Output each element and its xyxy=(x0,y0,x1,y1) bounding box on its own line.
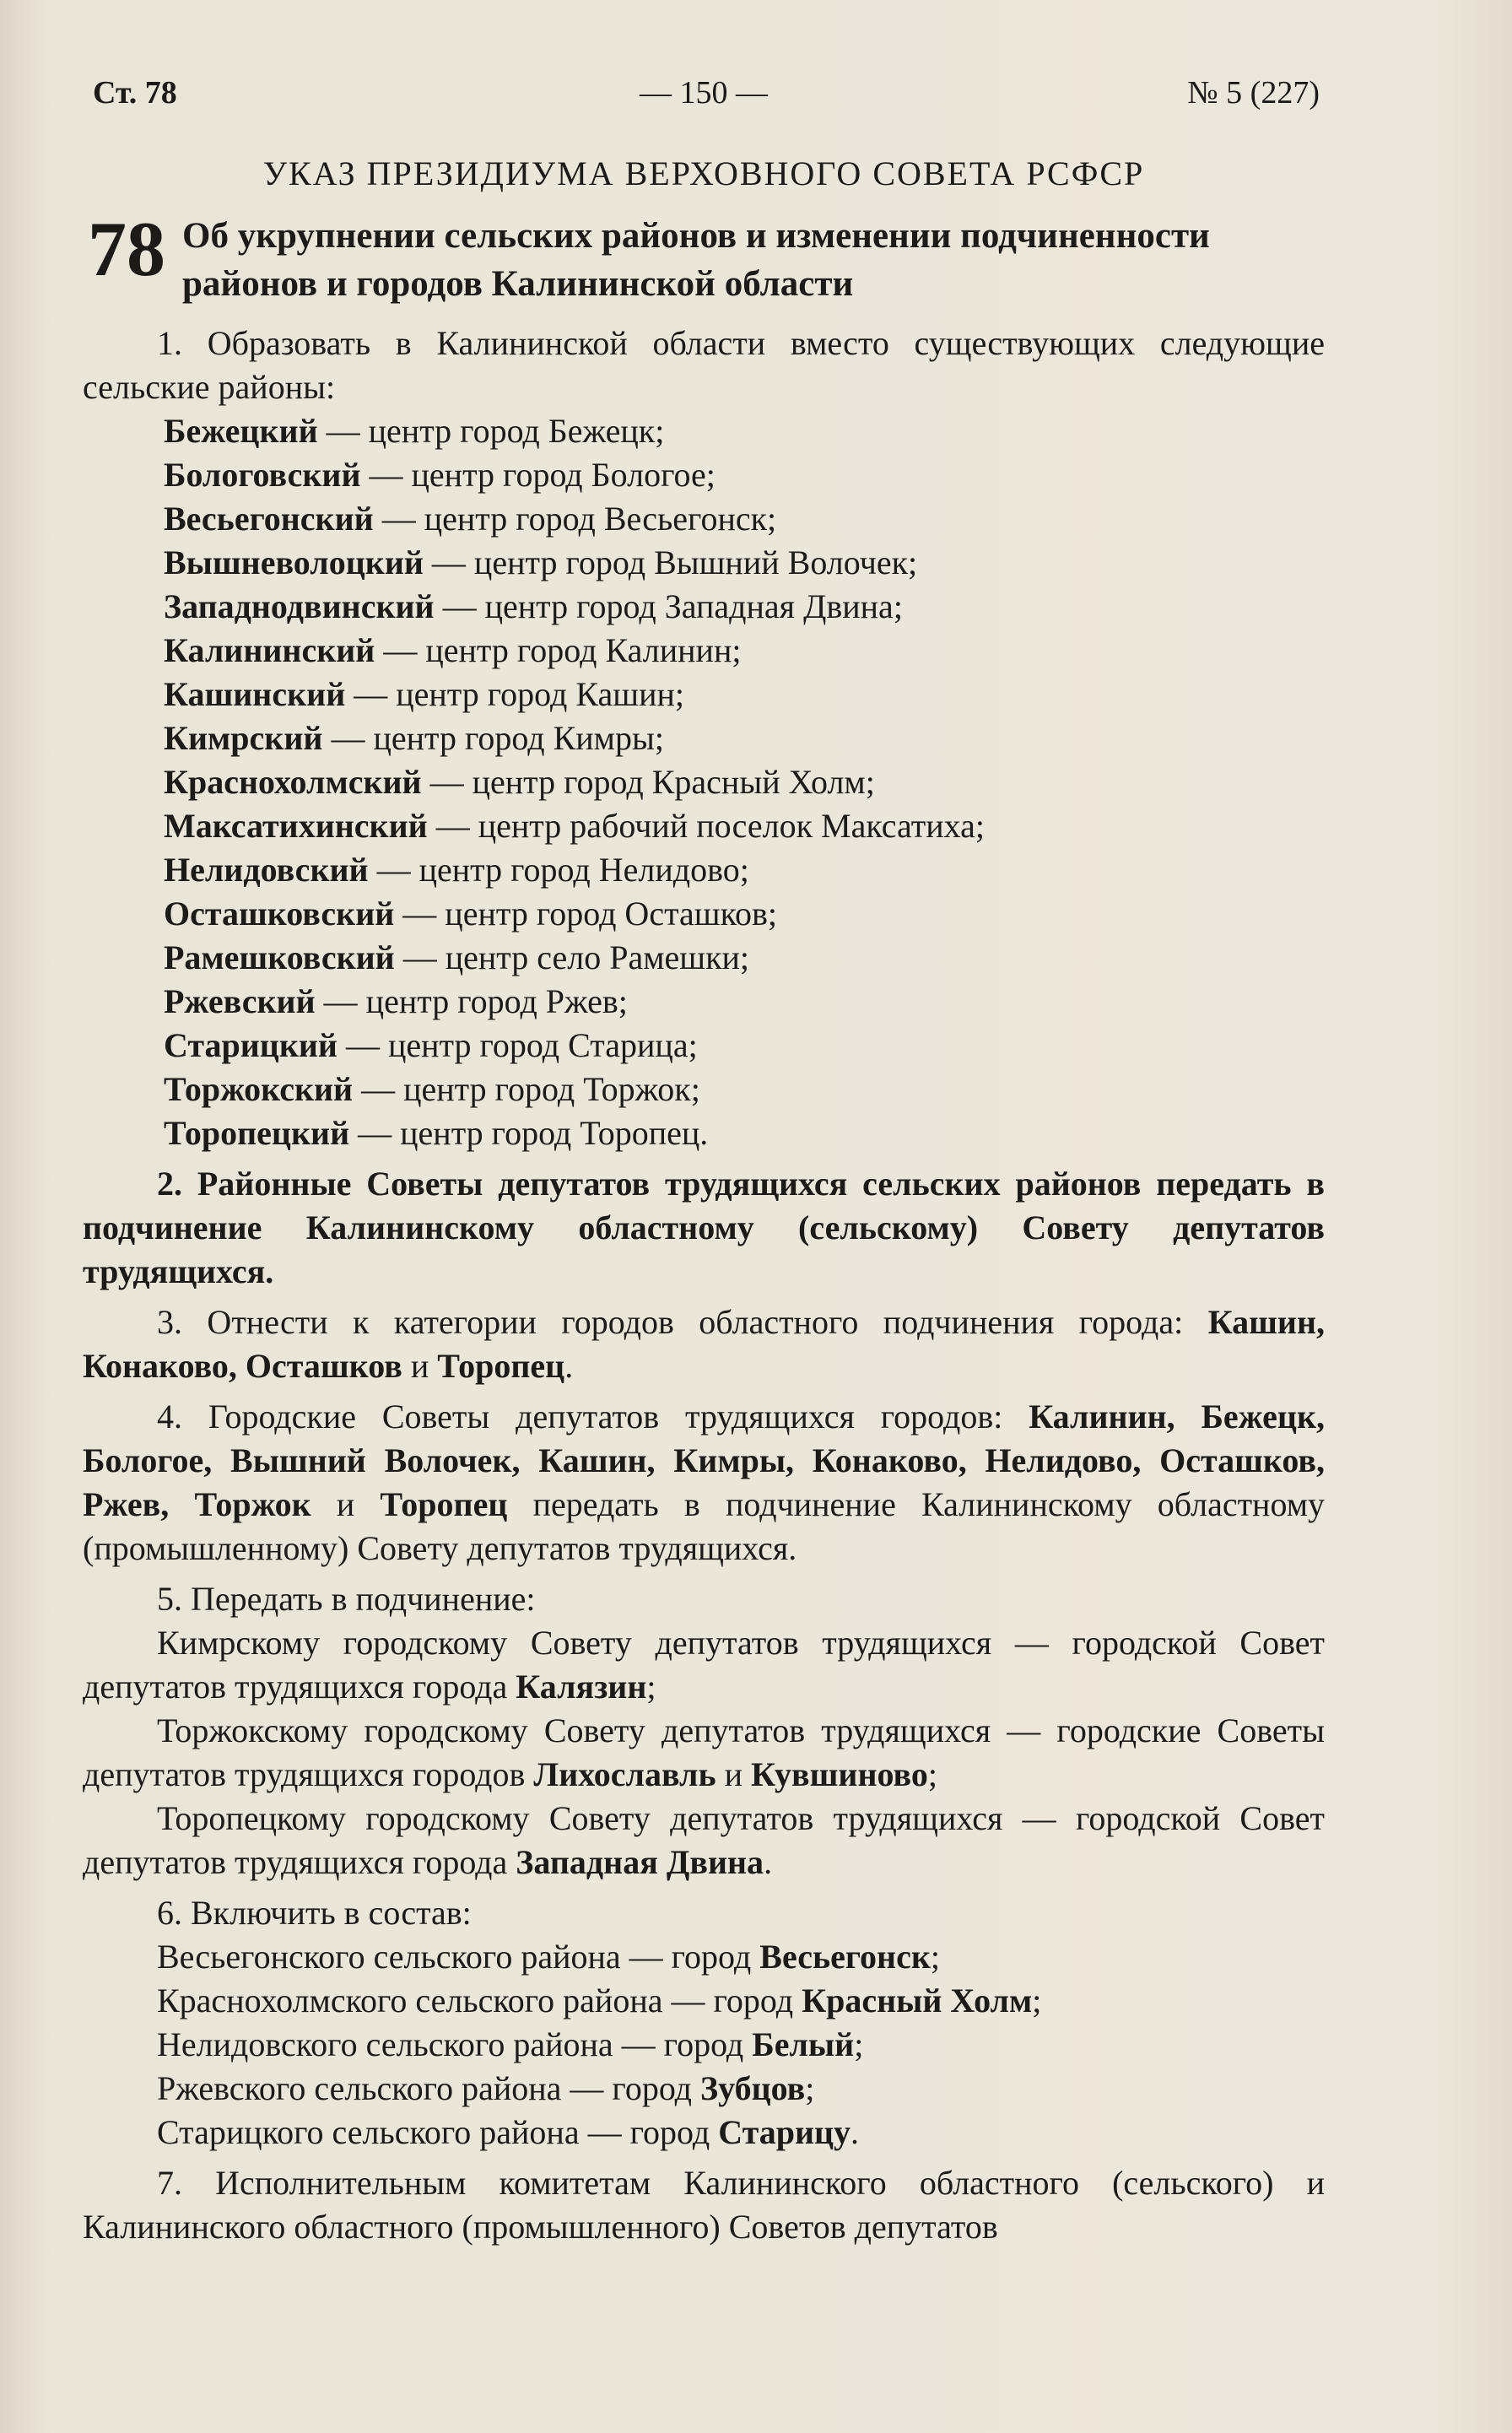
district-item: Весьегонский — центр город Весьегонск; xyxy=(164,500,777,538)
running-header xyxy=(83,66,1325,118)
district-item: Бологовский — центр город Бологое; xyxy=(164,456,716,494)
district-item: Рамешковский — центр село Рамешки; xyxy=(164,938,750,976)
paragraph-5c: Торопецкому городскому Совету депутатов трудящихся — городской Совет депутатов трудящихся города Западная Двина. xyxy=(83,1799,1325,1881)
decree-heading: УКАЗ ПРЕЗИДИУМА ВЕРХОВНОГО СОВЕТА РСФСР xyxy=(262,154,1145,192)
district-item: Западнодвинский — центр город Западная Двина; xyxy=(164,587,903,625)
paragraph-6: 6. Включить в состав: xyxy=(157,1894,472,1932)
district-item: Вышневолоцкий — центр город Вышний Волочек; xyxy=(164,543,918,581)
paragraph-5b: Торжокскому городскому Совету депутатов трудящихся — городские Советы депутатов трудящихся городов Лихославль и Кувшиново; xyxy=(83,1711,1325,1793)
paragraph-7: 7. Исполнительным комитетам Калининского областного (сельского) и Калининского областного (промышленного) Советов депутатов xyxy=(83,2164,1325,2246)
district-item: Старицкий — центр город Старица; xyxy=(164,1026,698,1064)
inclusion-item: Весьегонского сельского района — город Весьегонск; xyxy=(157,1938,940,1976)
inclusion-item: Старицкого сельского района — город Старицу. xyxy=(157,2113,860,2151)
paragraph-1: 1. Образовать в Калининской области вместо существующих следующие сельские районы: xyxy=(83,324,1325,406)
page-number: — 150 — xyxy=(640,75,768,111)
district-item: Краснохолмский — центр город Красный Холм; xyxy=(164,763,875,801)
district-item: Ржевский — центр город Ржев; xyxy=(164,982,628,1020)
district-item: Нелидовский — центр город Нелидово; xyxy=(164,851,749,889)
inclusion-item: Нелидовского сельского района — город Белый; xyxy=(157,2025,864,2063)
inclusion-item: Краснохолмского сельского района — город Красный Холм; xyxy=(157,1982,1042,2019)
district-item: Кимрский — центр город Кимры; xyxy=(164,719,664,757)
paragraph-5a: Кимрскому городскому Совету депутатов трудящихся — городской Совет депутатов трудящихся города Калязин; xyxy=(83,1624,1325,1706)
paragraph-4: 4. Городские Советы депутатов трудящихся городов: Калинин, Бежецк, Бологое, Вышний Волочек, Кашин, Кимры, Конаково, Нелидово, Осташков, Ржев, Торжок и Торопец передать в подчинение Калининскому областному (промышленному) Совету депутатов трудящихся. xyxy=(83,1398,1326,1567)
district-item: Калининский — центр город Калинин; xyxy=(164,631,742,669)
issue-number: № 5 (227) xyxy=(1187,75,1320,111)
article-title: Об укрупнении сельских районов и изменении подчиненности районов и городов Калининской области xyxy=(182,216,1210,304)
inclusion-item: Ржевского сельского района — город Зубцов; xyxy=(157,2069,815,2107)
article-ref: Ст. 78 xyxy=(93,75,177,111)
district-item: Торопецкий — центр город Торопец. xyxy=(164,1114,709,1152)
district-item: Осташковский — центр город Осташков; xyxy=(164,895,777,933)
district-list xyxy=(83,409,1325,1155)
district-item: Бежецкий — центр город Бежецк; xyxy=(164,412,665,450)
article-number: 78 xyxy=(88,206,165,292)
article-title-block xyxy=(83,206,1325,322)
district-item: Кашинский — центр город Кашин; xyxy=(164,675,685,713)
page-content xyxy=(83,66,1325,2249)
paragraph-5: 5. Передать в подчинение: xyxy=(157,1580,536,1618)
district-item: Торжокский — центр город Торжок; xyxy=(164,1070,700,1108)
paragraph-2: 2. Районные Советы депутатов трудящихся сельских районов передать в подчинение Калининскому областному (сельскому) Совету депутатов трудящихся. xyxy=(83,1165,1325,1290)
paragraph-3: 3. Отнести к категории городов областного подчинения города: Кашин, Конаково, Осташков и Торопец. xyxy=(83,1303,1325,1385)
district-item: Максатихинский — центр рабочий поселок Максатиха; xyxy=(164,807,985,845)
